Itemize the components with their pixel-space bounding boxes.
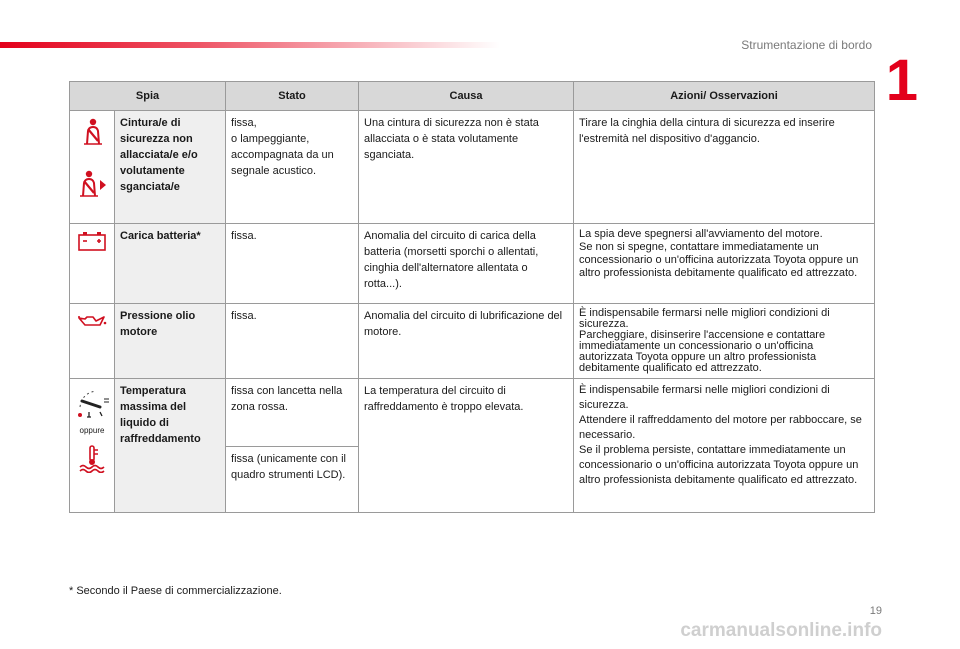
warning-causa: Anomalia del circuito di carica della batteria (morsetti sporchi o allentati, cinghia dell'alternatore allentata o rotta...). bbox=[359, 224, 574, 304]
battery-icon bbox=[77, 230, 107, 252]
table-header-row bbox=[70, 82, 875, 111]
seatbelt-alert-icon bbox=[77, 169, 107, 199]
warning-azioni: È indispensabile fermarsi nelle migliori condizioni di sicurezza. Parcheggiare, disinserire l'accensione e contattare immediatamente un concessionario o un'officina autorizzata Toyota oppure un altro professionista debitamente qualificato ed attrezzato. bbox=[574, 304, 875, 379]
warning-name: Pressione olio motore bbox=[115, 304, 226, 379]
oil-can-icon bbox=[76, 310, 108, 330]
warning-stato: fissa. bbox=[226, 224, 359, 304]
header-accent-bar bbox=[0, 42, 500, 48]
temperature-gauge-icon bbox=[74, 385, 110, 419]
table-row bbox=[70, 304, 875, 379]
warning-stato: fissa. bbox=[226, 304, 359, 379]
warning-name: Cintura/e di sicurezza non allacciata/e e/o volutamente sganciata/e bbox=[115, 111, 226, 224]
warning-lights-table bbox=[69, 81, 875, 513]
warning-stato: fissa, o lampeggiante, accompagnata da un segnale acustico. bbox=[226, 111, 359, 224]
oppure-label: oppure bbox=[79, 426, 105, 435]
coolant-temperature-icon bbox=[77, 443, 107, 473]
header-spia: Spia bbox=[70, 82, 226, 111]
icon-cell bbox=[70, 379, 115, 513]
warning-name: Temperatura massima del liquido di raffreddamento bbox=[115, 379, 226, 513]
header-stato: Stato bbox=[226, 82, 359, 111]
warning-azioni: È indispensabile fermarsi nelle migliori condizioni di sicurezza. Attendere il raffreddamento del motore per rabboccare, se necessario. Se il problema persiste, contattare immediatamente un concessionario o un'officina autorizzata Toyota oppure un altro professionista debitamente qualificato ed attrezzato. bbox=[574, 379, 875, 513]
footnote: * Secondo il Paese di commercializzazione. bbox=[69, 585, 282, 597]
warning-causa: Anomalia del circuito di lubrificazione del motore. bbox=[359, 304, 574, 379]
page-number: 19 bbox=[869, 605, 882, 617]
warning-stato-alt: fissa (unicamente con il quadro strumenti LCD). bbox=[226, 447, 359, 513]
warning-name: Carica batteria* bbox=[115, 224, 226, 304]
table-row bbox=[70, 379, 875, 447]
warning-azioni: La spia deve spegnersi all'avviamento del motore. Se non si spegne, contattare immediatamente un concessionario o un'officina autorizzata Toyota oppure un altro professionista debitamente qualificato ed attrezzato. bbox=[574, 224, 875, 304]
chapter-number: 1 bbox=[885, 48, 918, 113]
icon-cell bbox=[70, 111, 115, 224]
table-row bbox=[70, 111, 875, 224]
warning-causa: La temperatura del circuito di raffreddamento è troppo elevata. bbox=[359, 379, 574, 513]
seatbelt-icon bbox=[79, 117, 105, 147]
warning-azioni: Tirare la cinghia della cintura di sicurezza ed inserire l'estremità nel dispositivo d'aggancio. bbox=[574, 111, 875, 224]
header-causa: Causa bbox=[359, 82, 574, 111]
warning-causa: Una cintura di sicurezza non è stata allacciata o è stata volutamente sganciata. bbox=[359, 111, 574, 224]
section-title: Strumentazione di bordo bbox=[741, 38, 872, 52]
warning-stato: fissa con lancetta nella zona rossa. bbox=[226, 379, 359, 447]
icon-cell bbox=[70, 224, 115, 304]
header-azioni: Azioni/ Osservazioni bbox=[574, 82, 875, 111]
watermark: carmanualsonline.info bbox=[680, 620, 882, 641]
table-row bbox=[70, 224, 875, 304]
icon-cell bbox=[70, 304, 115, 379]
